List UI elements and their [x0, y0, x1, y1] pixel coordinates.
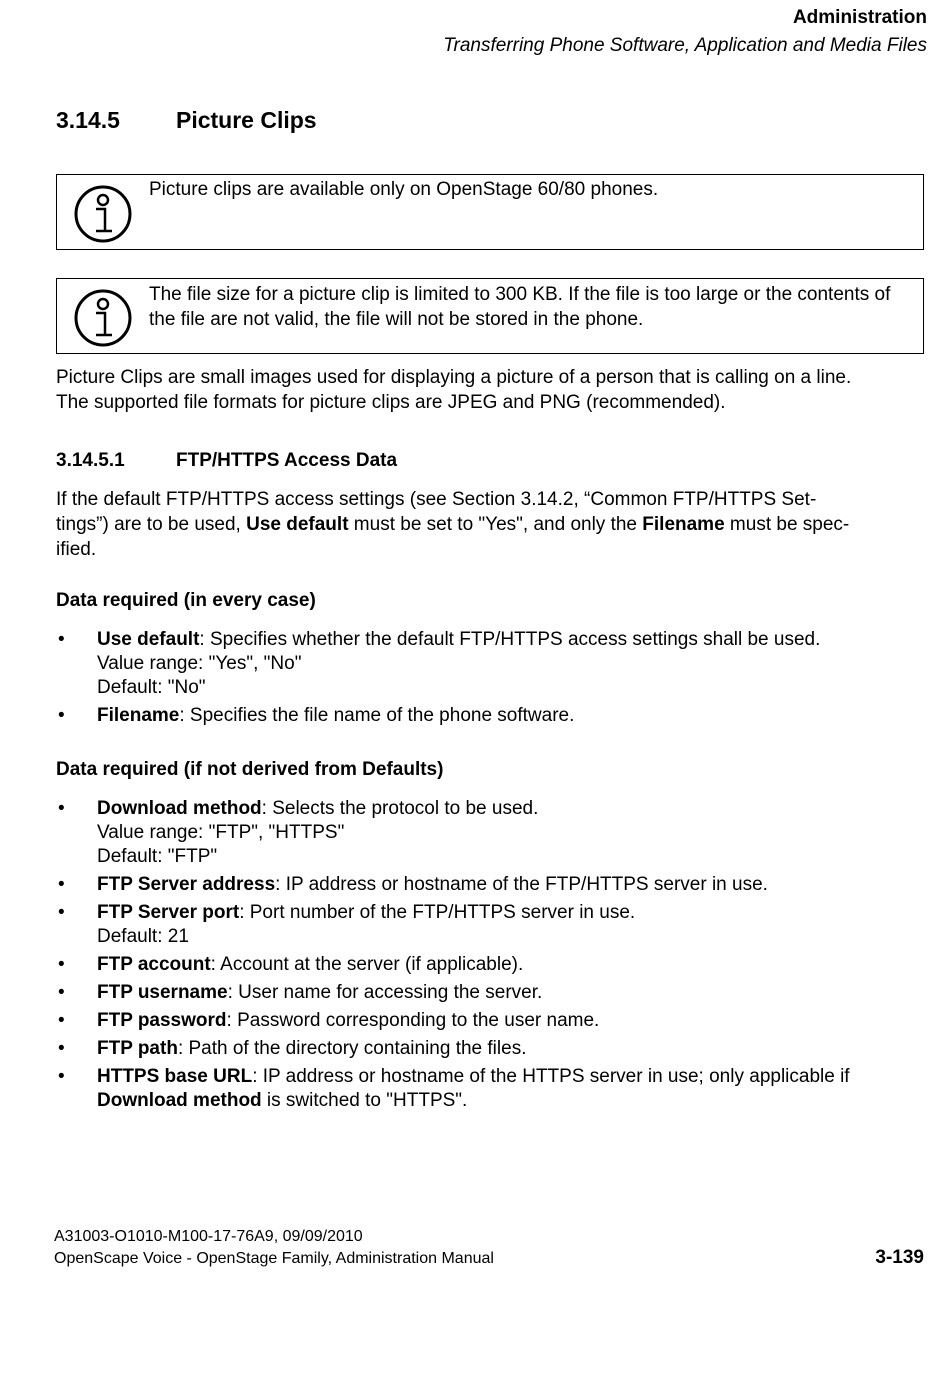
list-item: • FTP account: Account at the server (if applicable).	[58, 954, 524, 975]
paragraph-line: If the default FTP/HTTPS access settings (see Section 3.14.2, “Common FTP/HTTPS Set-	[56, 489, 817, 510]
info-icon	[74, 289, 132, 347]
subsection-title: FTP/HTTPS Access Data	[176, 450, 398, 471]
footer-doc-id: A31003-O1010-M100-17-76A9, 09/09/2010	[54, 1228, 363, 1245]
list-item: • FTP Server address: IP address or hostname of the FTP/HTTPS server in use.	[58, 874, 768, 895]
term: Filename	[97, 705, 180, 726]
list-item: • FTP password: Password corresponding to the user name.	[58, 1010, 600, 1031]
list-item: • FTP path: Path of the directory containing the files.	[58, 1038, 527, 1059]
term: FTP username	[97, 982, 228, 1003]
term: FTP account	[97, 954, 211, 975]
section-number: 3.14.5	[56, 107, 120, 133]
subsection-heading	[56, 450, 397, 472]
list-item: • FTP username: User name for accessing the server.	[58, 982, 543, 1003]
footer-manual-title: OpenScape Voice - OpenStage Family, Administration Manual	[54, 1250, 494, 1267]
term: FTP path	[97, 1038, 178, 1059]
page-number: 3-139	[875, 1247, 924, 1268]
section-title: Picture Clips	[176, 107, 317, 133]
info-note-1	[56, 174, 924, 250]
running-header-subtitle: Transferring Phone Software, Application and Media Files	[443, 35, 927, 56]
paragraph-line: ified.	[56, 539, 97, 560]
access-paragraph	[56, 487, 926, 562]
intro-line: The supported file formats for picture clips are JPEG and PNG (recommended).	[56, 392, 726, 413]
info-note-2	[56, 278, 924, 354]
list-item: • FTP Server port: Port number of the FTP/HTTPS server in use. Default: 21	[58, 902, 636, 947]
intro-paragraph	[56, 365, 926, 415]
term: HTTPS base URL	[97, 1066, 253, 1087]
note-text: Picture clips are available only on OpenStage 60/80 phones.	[149, 179, 659, 200]
paragraph-line: tings”) are to be used, Use default must be set to "Yes", and only the Filename must be spec-	[56, 514, 850, 535]
running-header-title: Administration	[792, 7, 927, 28]
info-icon	[74, 185, 132, 243]
intro-line: Picture Clips are small images used for displaying a picture of a person that is calling on a line.	[56, 367, 852, 388]
subsection-number: 3.14.5.1	[56, 450, 125, 471]
required-defaults-list	[56, 797, 926, 1117]
term: Use default	[97, 629, 200, 650]
term: FTP Server port	[97, 902, 240, 923]
required-every-list	[56, 628, 926, 732]
section-heading	[56, 107, 317, 134]
list-item: • Use default: Specifies whether the default FTP/HTTPS access settings shall be used. Value range: "Yes", "No" Default: "No"	[58, 629, 821, 698]
term: FTP password	[97, 1010, 227, 1031]
term: FTP Server address	[97, 874, 276, 895]
list-item: • Download method: Selects the protocol to be used. Value range: "FTP", "HTTPS" Default: "FTP"	[58, 798, 539, 867]
bullet: •	[58, 629, 65, 650]
data-required-defaults-heading: Data required (if not derived from Defaults)	[56, 759, 444, 780]
data-required-heading: Data required (in every case)	[56, 590, 316, 611]
term: Download method	[97, 1090, 262, 1111]
list-item: • HTTPS base URL: IP address or hostname of the HTTPS server in use; only applicable if Download method is switched to "HTTPS".	[58, 1066, 850, 1111]
bullet: •	[58, 705, 65, 726]
note-text: The file size for a picture clip is limited to 300 KB. If the file is too large or the contents of the file are not valid, the file will not be stored in the phone.	[149, 284, 891, 330]
list-item: • Filename: Specifies the file name of the phone software.	[58, 705, 575, 726]
term: Download method	[97, 798, 262, 819]
